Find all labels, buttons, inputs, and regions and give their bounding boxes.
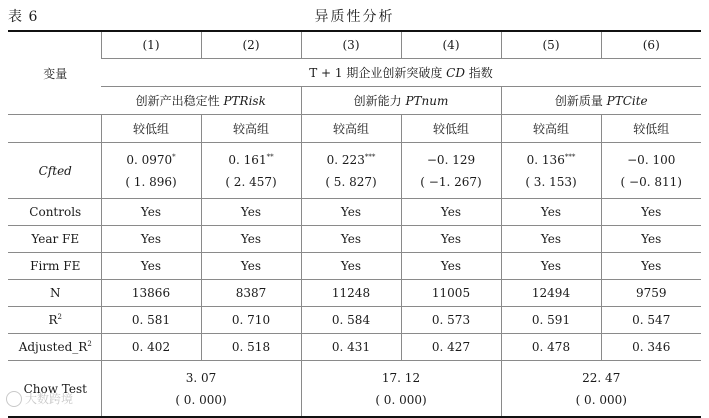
table-cell: 0. 427 [401, 334, 501, 361]
table-cell: Yes [301, 199, 401, 226]
table-cell: Yes [101, 253, 201, 280]
table-cell: 0. 573 [401, 307, 501, 334]
row-label: Chow Test [8, 361, 101, 418]
table-cell: Yes [401, 253, 501, 280]
group-header: 创新产出稳定性 PTRisk [101, 87, 301, 115]
table-cell: Yes [601, 226, 701, 253]
table-cell: 12494 [501, 280, 601, 307]
table-cell: Yes [301, 253, 401, 280]
col-number: (1) [101, 31, 201, 59]
table-cell: 11248 [301, 280, 401, 307]
group-header: 创新质量 PTCite [501, 87, 701, 115]
coef-cell: 0. 0970* ( 1. 896) [101, 143, 201, 199]
subgroup: 较低组 [401, 115, 501, 143]
chow-cell: 3. 07 ( 0. 000) [101, 361, 301, 418]
coef-cell: −0. 129 ( −1. 267) [401, 143, 501, 199]
table-cell: 0. 581 [101, 307, 201, 334]
table-cell: Yes [501, 253, 601, 280]
row-label: Controls [8, 199, 101, 226]
group-header-row [8, 87, 701, 115]
r2-row [8, 307, 701, 334]
cfted-row [8, 143, 701, 199]
heterogeneity-table [8, 30, 701, 418]
table-cell: Yes [401, 226, 501, 253]
row-label: $Adjusted\_R^2$ [8, 334, 101, 361]
table-title: 异质性分析 [314, 9, 395, 25]
row-label: Firm FE [8, 253, 101, 280]
table-cell: Yes [301, 226, 401, 253]
watermark: 大数跨境 [6, 390, 73, 408]
chow-cell: 22. 47 ( 0. 000) [501, 361, 701, 418]
col-number: (5) [501, 31, 601, 59]
table-cell: Yes [601, 199, 701, 226]
table-cell: Yes [201, 199, 301, 226]
coef-cell: 0. 136*** ( 3. 153) [501, 143, 601, 199]
row-label: $R^2$ [8, 307, 101, 334]
row-label: Cfted [8, 143, 101, 199]
col-number: (3) [301, 31, 401, 59]
table-cell: Yes [201, 253, 301, 280]
watermark-logo-icon [6, 391, 22, 407]
table-cell: 0. 518 [201, 334, 301, 361]
chow-cell: 17. 12 ( 0. 000) [301, 361, 501, 418]
table-cell: Yes [501, 226, 601, 253]
table-label: 表 6 [8, 9, 39, 25]
table-cell: 0. 547 [601, 307, 701, 334]
adj-r2-row [8, 334, 701, 361]
table-cell: Yes [401, 199, 501, 226]
subgroup: 较低组 [101, 115, 201, 143]
table-cell: 0. 591 [501, 307, 601, 334]
table-cell: 0. 710 [201, 307, 301, 334]
col-number-row [8, 31, 701, 59]
controls-row [8, 199, 701, 226]
subgroup-row [8, 115, 701, 143]
table-cell: 0. 346 [601, 334, 701, 361]
coef-cell: −0. 100 ( −0. 811) [601, 143, 701, 199]
table-caption [8, 4, 701, 26]
firm-fe-row [8, 253, 701, 280]
n-row [8, 280, 701, 307]
table-cell: Yes [101, 226, 201, 253]
group-header: 创新能力 PTnum [301, 87, 501, 115]
table-cell: Yes [601, 253, 701, 280]
span-header-row [8, 59, 701, 87]
table-cell: 0. 431 [301, 334, 401, 361]
row-label: Year FE [8, 226, 101, 253]
table-cell: Yes [201, 226, 301, 253]
table-cell: Yes [501, 199, 601, 226]
table-cell: 0. 584 [301, 307, 401, 334]
subgroup: 较高组 [501, 115, 601, 143]
table-cell: 8387 [201, 280, 301, 307]
col-number: (6) [601, 31, 701, 59]
table-cell: 11005 [401, 280, 501, 307]
table-cell: 0. 402 [101, 334, 201, 361]
subgroup: 较低组 [601, 115, 701, 143]
col-number: (2) [201, 31, 301, 59]
var-header: 变量 [8, 31, 101, 115]
table-cell: 0. 478 [501, 334, 601, 361]
subgroup: 较高组 [301, 115, 401, 143]
subgroup: 较高组 [201, 115, 301, 143]
col-number: (4) [401, 31, 501, 59]
coef-cell: 0. 161** ( 2. 457) [201, 143, 301, 199]
year-fe-row [8, 226, 701, 253]
span-header: T + 1 期企业创新突破度 CD 指数 [101, 59, 701, 87]
table-cell: 13866 [101, 280, 201, 307]
row-label: N [8, 280, 101, 307]
table-cell: 9759 [601, 280, 701, 307]
table-cell: Yes [101, 199, 201, 226]
coef-cell: 0. 223*** ( 5. 827) [301, 143, 401, 199]
